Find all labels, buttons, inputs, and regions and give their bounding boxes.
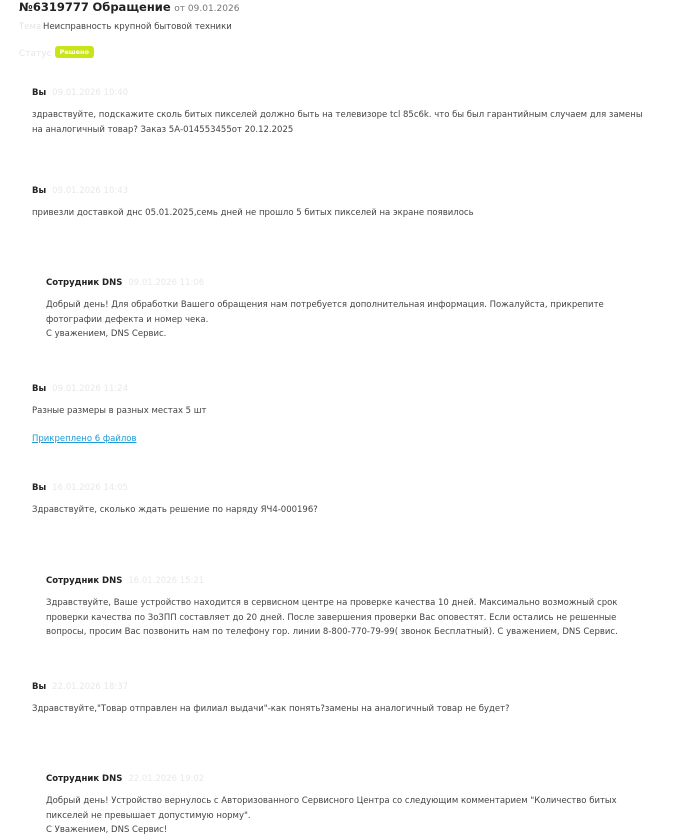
message-text: здравствуйте, подскажите сколь битых пикселей должно быть на телевизоре tcl 85c6k. что бы был гарантийным случаем для замены на аналогичный товар? Заказ 5А-014553455от 20.12.2025 bbox=[32, 110, 643, 135]
message-author bbox=[32, 383, 652, 395]
message-author bbox=[46, 773, 656, 785]
page-title bbox=[19, 0, 239, 17]
message-staff bbox=[46, 277, 656, 342]
author-name: Сотрудник DNS bbox=[46, 774, 123, 784]
message-user bbox=[32, 185, 652, 221]
message-text: привезли доставкой днс 05.01.2025,семь дней не прошло 5 битых пикселей на экране появилось bbox=[32, 208, 474, 218]
message-author bbox=[32, 87, 652, 99]
message-text: Разные размеры в разных местах 5 шт bbox=[32, 406, 207, 416]
ticket-topic: Неисправность крупной бытовой техники bbox=[43, 22, 232, 32]
author-name: Вы bbox=[32, 682, 47, 692]
message-staff bbox=[46, 575, 656, 640]
message-author bbox=[32, 185, 652, 197]
message-time: 16.01.2026 14:05 bbox=[52, 483, 129, 493]
message-author bbox=[32, 681, 652, 693]
message-time: 09.01.2026 11:24 bbox=[52, 384, 129, 394]
message-text: Добрый день! Для обработки Вашего обращения нам потребуется дополнительная информация. Пожалуйста, прикрепите фотографии дефекта и номер чека. С уважением, DNS Сервис. bbox=[46, 300, 604, 339]
message-author bbox=[46, 575, 656, 587]
message-text: Здравствуйте,"Товар отправлен на филиал выдачи"-как понять?замены на аналогичный товар не будет? bbox=[32, 704, 510, 714]
message-user bbox=[32, 87, 652, 137]
author-name: Вы bbox=[32, 483, 47, 493]
status-label: Статус bbox=[19, 49, 52, 59]
message-time: 09.01.2026 10:40 bbox=[52, 88, 129, 98]
message-author bbox=[32, 482, 652, 494]
message-time: 22.01.2026 18:37 bbox=[52, 682, 129, 692]
message-user bbox=[32, 383, 652, 444]
message-time: 22.01.2026 19:02 bbox=[128, 774, 205, 784]
message-author bbox=[46, 277, 656, 289]
ticket-number: №6319777 bbox=[19, 0, 89, 14]
message-time: 09.01.2026 11:06 bbox=[128, 278, 205, 288]
ticket-label: Обращение bbox=[92, 0, 171, 14]
author-name: Сотрудник DNS bbox=[46, 576, 123, 586]
message-text: Добрый день! Устройство вернулось с Авторизованного Сервисного Центра со следующим комментарием "Количество битых пикселей не превышает допустимую норму". С Уважением, DNS Сервис! bbox=[46, 796, 617, 835]
ticket-header bbox=[19, 0, 240, 59]
message-time: 16.01.2026 15:21 bbox=[128, 576, 205, 586]
message-text: Здравствуйте, сколько ждать решение по наряду ЯЧ4-000196? bbox=[32, 505, 318, 515]
author-name: Вы bbox=[32, 384, 47, 394]
ticket-topic-row bbox=[19, 22, 232, 32]
status-badge: Решено bbox=[55, 46, 94, 58]
message-time: 09.01.2026 10:43 bbox=[52, 186, 129, 196]
ticket-status-row bbox=[19, 41, 94, 60]
message-user bbox=[32, 482, 652, 518]
author-name: Сотрудник DNS bbox=[46, 278, 123, 288]
ticket-date: от 09.01.2026 bbox=[174, 4, 240, 14]
message-staff bbox=[46, 773, 656, 838]
attachments-link[interactable]: Прикреплено 6 файлов bbox=[32, 433, 137, 444]
author-name: Вы bbox=[32, 88, 47, 98]
topic-label: Тема bbox=[19, 22, 42, 32]
message-user bbox=[32, 681, 652, 717]
message-text: Здравствуйте, Ваше устройство находится в сервисном центре на проверке качества 10 дней. Максимально возможный срок проверки качества по ЗоЗПП составляет до 20 дней. После завершения проверки Вас оповестят. Если остались не решенные вопросы, просим Вас позвонить нам по телефону гор. линии 8-800-770-79-99( звонок Бесплатный). С уважением, DNS Сервис. bbox=[46, 598, 618, 637]
author-name: Вы bbox=[32, 186, 47, 196]
